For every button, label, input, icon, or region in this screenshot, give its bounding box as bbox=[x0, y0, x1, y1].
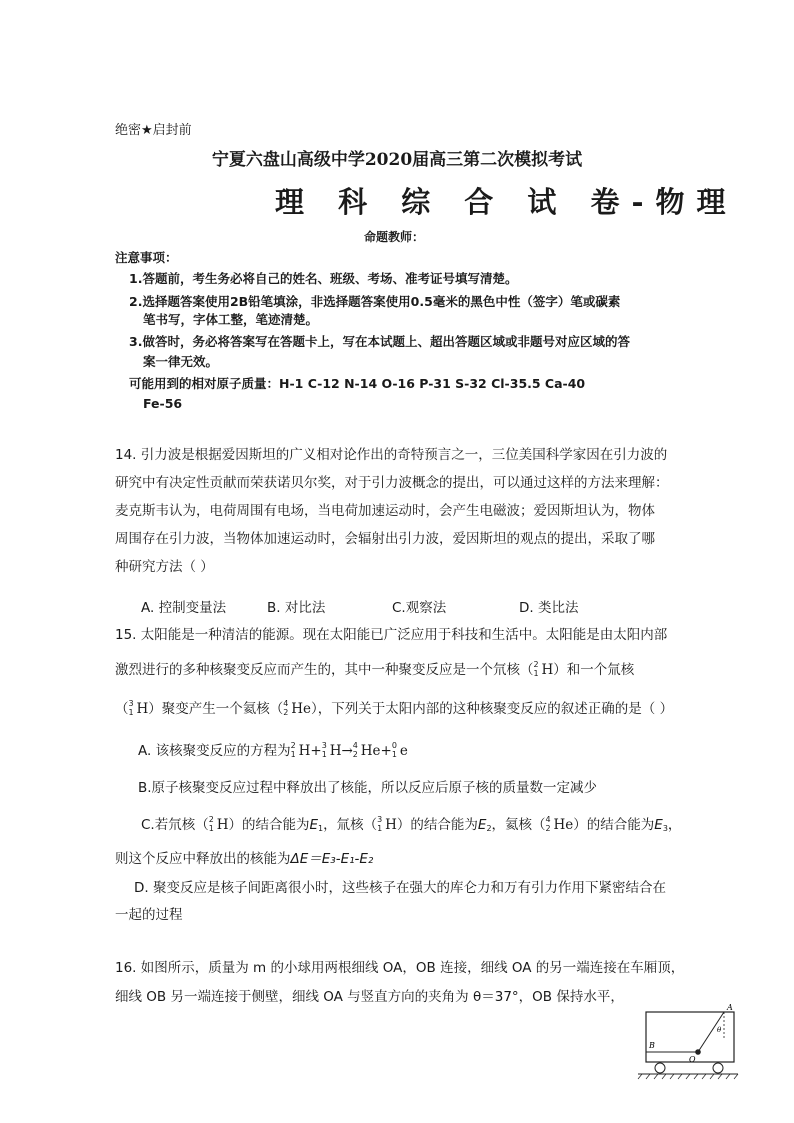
energy-symbol: E bbox=[309, 817, 319, 833]
element-symbol: He bbox=[291, 701, 312, 717]
subscript: 3 bbox=[662, 824, 668, 833]
q14-option-d: D. 类比法 bbox=[519, 600, 579, 616]
q14-line-3: 麦克斯韦认为，电荷周围有电场，当电荷加速运动时，会产生电磁波；爱因斯坦认为，物体 bbox=[115, 503, 655, 519]
nuclide-numbers bbox=[545, 815, 554, 833]
label-theta: θ bbox=[717, 1026, 722, 1034]
label-o: O bbox=[689, 1055, 696, 1064]
nuclide-numbers bbox=[208, 815, 217, 833]
mass-number: 0 bbox=[391, 741, 397, 750]
tritium-numbers bbox=[128, 699, 137, 717]
q15-option-d-line-1: D. 聚变反应是核子间距离很小时，这些核子在强大的库仑力和万有引力作用下紧密结合在 bbox=[134, 880, 666, 896]
q16-line-1: 16. 如图所示，质量为 m 的小球用两根细线 OA，OB 连接，细线 OA 的另一端连接在车厢顶， bbox=[115, 960, 685, 976]
q15-option-c-line-1 bbox=[141, 813, 681, 833]
q15-line-2-tail: ）和一个氚核 bbox=[553, 662, 635, 678]
q15-line-2-text: 激烈进行的多种核聚变反应而产生的，其中一种聚变反应是一个氘核（ bbox=[115, 662, 534, 678]
school-title: 宁夏六盘山高级中学2020届高三第二次模拟考试 bbox=[211, 150, 583, 170]
energy-formula: ΔE＝E₃-E₁-E₂ bbox=[290, 851, 374, 867]
nuclide-numbers bbox=[290, 741, 299, 759]
energy-symbol: E bbox=[477, 817, 487, 833]
atomic-number: 1 bbox=[377, 824, 383, 833]
q14-line-2: 研究中有决定性贡献而荣获诺贝尔奖，对于引力波概念的提出，可以通过这样的方法来理解： bbox=[115, 475, 669, 491]
ground-hatch bbox=[638, 1074, 738, 1079]
notice-item-1: 1.答题前，考生务必将自己的姓名、班级、考场、准考证号填写清楚。 bbox=[129, 271, 518, 286]
subscript: 2 bbox=[486, 824, 492, 833]
element-symbol: H bbox=[136, 701, 149, 717]
text: C.若氘核（ bbox=[141, 817, 209, 833]
q15-option-d-line-2: 一起的过程 bbox=[115, 907, 183, 923]
paren-open: （ bbox=[115, 701, 129, 717]
atomic-number: 1 bbox=[533, 669, 539, 678]
q14-line-1: 14. 引力波是根据爱因斯坦的广义相对论作出的奇特预言之一，三位美国科学家因在引力波的 bbox=[115, 447, 668, 463]
q15-line-3-text: ）聚变产生一个氦核（ bbox=[148, 701, 284, 717]
element-symbol: H bbox=[298, 743, 311, 759]
ball bbox=[695, 1049, 701, 1055]
q14-option-a: A. 控制变量法 bbox=[141, 600, 227, 616]
atomic-number: 2 bbox=[283, 708, 289, 717]
deuterium-numbers bbox=[533, 660, 542, 678]
notice-item-3-line-1: 3.做答时，务必将答案写在答题卡上，写在本试题上、超出答题区域或非题号对应区域的答 bbox=[129, 334, 630, 349]
subject-title: 理 科 综 合 试 卷-物理 bbox=[275, 185, 738, 219]
plus-sign: + bbox=[380, 743, 392, 759]
notice-title: 注意事项： bbox=[115, 250, 178, 265]
option-a-text: A. 该核聚变反应的方程为 bbox=[138, 743, 291, 759]
element-symbol: H bbox=[385, 817, 397, 833]
q14-line-5: 种研究方法（ ） bbox=[115, 559, 214, 575]
arrow-sign: → bbox=[341, 743, 353, 759]
element-symbol: He bbox=[553, 817, 574, 833]
atomic-number: 1 bbox=[128, 708, 134, 717]
mass-number: 4 bbox=[545, 815, 551, 824]
nuclide-numbers bbox=[377, 815, 385, 833]
mass-number: 2 bbox=[533, 660, 539, 669]
secret-label: 绝密★启封前 bbox=[115, 123, 192, 138]
helium-numbers bbox=[283, 699, 291, 717]
mass-number: 2 bbox=[290, 741, 296, 750]
mass-number: 2 bbox=[208, 815, 214, 824]
atomic-masses-line-1: 可能用到的相对原子质量：H-1 C-12 N-14 O-16 P-31 S-32 Cl-35.5 Ca-40 bbox=[129, 376, 586, 391]
notice-item-2-line-1: 2.选择题答案使用2B铅笔填涂，非选择题答案使用0.5毫米的黑色中性（签字）笔或碳素 bbox=[129, 294, 621, 309]
label-a: A bbox=[727, 1004, 733, 1012]
text: ，氦核（ bbox=[491, 817, 546, 833]
notice-item-2-line-2: 笔书写，字体工整，笔迹清楚。 bbox=[143, 312, 319, 327]
q14-option-c: C.观察法 bbox=[392, 600, 447, 616]
q15-option-b: B.原子核聚变反应过程中释放出了核能，所以反应后原子核的质量数一定减少 bbox=[138, 780, 598, 796]
atomic-number: 2 bbox=[352, 750, 358, 759]
nuclide-numbers bbox=[352, 741, 361, 759]
energy-symbol: E bbox=[654, 817, 663, 833]
q15-line-2 bbox=[115, 658, 634, 678]
text: ，氚核（ bbox=[323, 817, 378, 833]
atomic-number: 1 bbox=[321, 750, 327, 759]
text: ）的结合能为 bbox=[228, 817, 310, 833]
atomic-number: 1 bbox=[290, 750, 296, 759]
element-symbol: H bbox=[329, 743, 342, 759]
q16-line-2: 细线 OB 另一端连接于侧壁，细线 OA 与竖直方向的夹角为 θ＝37°，OB 保持水平， bbox=[115, 989, 624, 1005]
q15-line-3 bbox=[115, 697, 673, 717]
q14-option-b: B. 对比法 bbox=[267, 600, 326, 616]
q15-option-c-line-2 bbox=[115, 847, 373, 867]
nuclide-numbers bbox=[321, 741, 330, 759]
atomic-masses-line-2: Fe-56 bbox=[143, 396, 183, 411]
plus-sign: + bbox=[310, 743, 322, 759]
mass-number: 4 bbox=[283, 699, 289, 708]
text: 则这个反应中释放出的核能为 bbox=[115, 851, 291, 867]
text: ）的结合能为 bbox=[573, 817, 655, 833]
wheel-right-icon bbox=[713, 1063, 723, 1073]
label-b: B bbox=[649, 1041, 655, 1050]
subscript: 1 bbox=[318, 824, 324, 833]
text: ）的结合能为 bbox=[396, 817, 478, 833]
particle-symbol: e bbox=[399, 743, 408, 759]
element-symbol: He bbox=[360, 743, 381, 759]
text: ， bbox=[667, 817, 682, 833]
atomic-number: 2 bbox=[545, 824, 551, 833]
q15-option-a bbox=[138, 739, 408, 759]
mass-number: 4 bbox=[352, 741, 358, 750]
q15-line-1: 15. 太阳能是一种清洁的能源。现在太阳能已广泛应用于科技和生活中。太阳能是由太阳内部 bbox=[115, 627, 668, 643]
wheel-left-icon bbox=[655, 1063, 665, 1073]
notice-item-3-line-2: 案一律无效。 bbox=[143, 354, 219, 369]
element-symbol: H bbox=[216, 817, 229, 833]
cart-diagram bbox=[634, 1004, 742, 1084]
atomic-number: 1 bbox=[208, 824, 214, 833]
particle-numbers bbox=[391, 741, 400, 759]
mass-number: 3 bbox=[128, 699, 134, 708]
teacher-label: 命题教师： bbox=[364, 230, 425, 244]
q14-line-4: 周围存在引力波，当物体加速运动时，会辐射出引力波，爱因斯坦的观点的提出，采取了哪 bbox=[115, 531, 655, 547]
q15-line-3-tail: ），下列关于太阳内部的这种核聚变反应的叙述正确的是（ ） bbox=[311, 701, 674, 717]
element-symbol: H bbox=[541, 662, 554, 678]
mass-number: 3 bbox=[321, 741, 327, 750]
charge-number: 1 bbox=[391, 750, 397, 759]
mass-number: 3 bbox=[377, 815, 383, 824]
